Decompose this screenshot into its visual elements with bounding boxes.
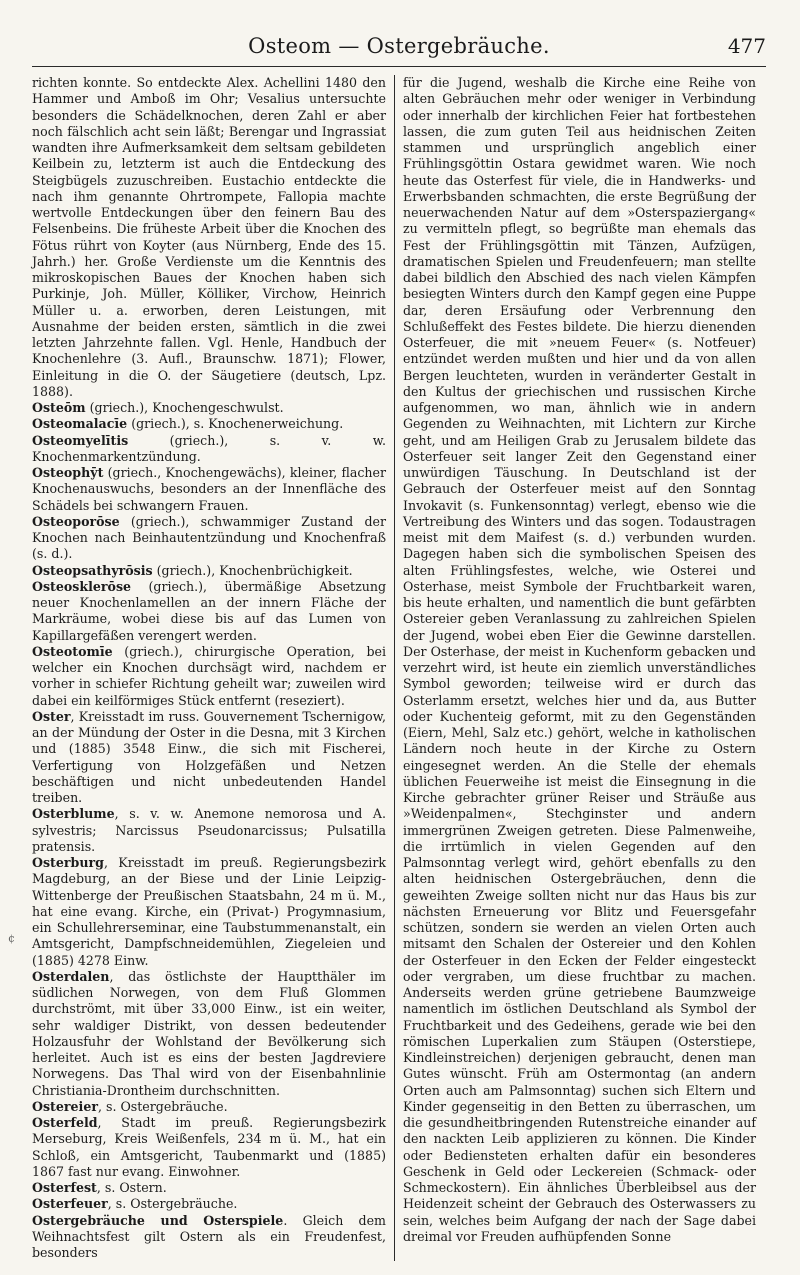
- continued-paragraph: richten konnte. So entdeckte Alex. Achellini 1480 den Hammer und Amboß im Ohr; Vesalius untersuchte besonders die Schädelknochen, deren Zahl er aber noch fälschlich acht sein läßt; Berengar und Ingrassiat wandten ihre Aufmerksamkeit dem seltsam gebildeten Keilbein zu, letzterm ist auch die Entdeckung des Steigbügels zuzuschreiben. Eustachio entdeckte die nach ihm genannte Ohrtrompete, Fallopia machte wertvolle Entdeckungen über den feinern Bau des Felsenbeins. Die früheste Arbeit über die Knochen des Fötus rührt von Koyter (aus Nürnberg, Ende des 15. Jahrh.) her. Große Verdienste um die Kenntnis des mikroskopischen Baues der Knochen haben sich Purkinje, Joh. Müller, Kölliker, Virchow, Heinrich Müller u. a. erworben, deren Leistungen, mit Ausnahme der beiden ersten, sämtlich in die zwei letzten Jahrzehnte fallen. Vgl. Henle, Handbuch der Knochenlehre (3. Aufl., Braunschw. 1871); Flower, Einleitung in die O. der Säugetiere (deutsch, Lpz. 1888).: [32, 75, 386, 399]
- page-title: Osteom — Ostergebräuche.: [248, 34, 550, 58]
- entry-headword: Osteopsathyrōsis: [32, 562, 153, 578]
- ostergebraeuche-continued-text: für die Jugend, weshalb die Kirche eine Reihe von alten Gebräuchen mehr oder weniger in Verbindung oder innerhalb der kirchlichen Feier hat fortbestehen lassen, die zum guten Teil aus heidnischen Zeiten stammen und ursprünglich angeblich einer Frühlingsgöttin Ostara gewidmet waren. Wie noch heute das Osterfest für viele, die in Handwerks- und Erwerbsbanden schmachten, die erste Begrüßung der neuerwachenden Natur auf dem »Osterspaziergang« zu vermitteln pflegt, so begrüßte man ehemals das Fest der Frühlingsgöttin mit Tänzen, Aufzügen, dramatischen Spielen und Freudenfeuern; man stellte dabei bildlich den Abschied des nach vielen Kämpfen besiegten Winters durch den Kampf gegen eine Puppe dar, deren Ersäufung oder Verbrennung den Schlußeffekt des Festes bildete. Die hierzu dienenden Osterfeuer, die mit »neuem Feuer« (s. Notfeuer) entzündet werden mußten und hier und da von allen Bergen leuchteten, wurden in veränderter Gestalt in den Kultus der griechischen und russischen Kirche aufgenommen, wo man, ähnlich wie in andern Gegenden zu Weihnachten, mit Lichtern zur Kirche geht, und am Heiligen Grab zu Jerusalem bildete das Osterfeuer seit langer Zeit den Gegenstand einer unwürdigen Täuschung. In Deutschland ist der Gebrauch der Osterfeuer meist auf den Sonntag Invokavit (s. Funkensonntag) verlegt, ebenso wie die Vertreibung des Winters und das sogen. Todaustragen meist mit dem Maifest (s. d.) verbunden wurden. Dagegen haben sich die symbolischen Speisen des alten Frühlingsfestes, welche, wie Osterei und Osterhase, meist Symbole der Fruchtbarkeit waren, bis heute erhalten, und namentlich die bunt gefärbten Ostereier geben Veranlassung zu zahlreichen Spielen der Jugend, wobei eben Eier die Gewinne darstellen. Der Osterhase, der meist in Kuchenform gebacken und verzehrt wird, ist heute ein ziemlich unverständliches Symbol geworden; teilweise wird er durch das Osterlamm ersetzt, welches hier und da, aus Butter oder Kuchenteig geformt, mit zu den Gegenständen (Eiern, Mehl, Salz etc.) gehört, welche in katholischen Ländern noch heute in der Kirche zu Ostern eingesegnet werden. An die Stelle der ehemals üblichen Feuerweihe ist meist die Einsegnung in die Kirche gebrachter grüner Reiser und Sträuße aus »Weidenpalmen«, Stechginster und andern immergrünen Zweigen getreten. Diese Palmenweihe, die irrtümlich in vielen Gegenden auf den Palmsonntag verlegt wird, gehört ebenfalls zu den alten heidnischen Ostergebräuchen, denn die geweihten Zweige sollten nicht nur das Haus bis zur nächsten Erneuerung vor Blitz und Feuersgefahr schützen, sondern sie werden an vielen Orten auch mitsamt den Schalen der Ostereier und den Kohlen der Osterfeuer in den Ecken der Felder eingesteckt oder vergraben, um diese fruchtbar zu machen. Anderseits werden grüne getriebene Baumzweige namentlich im östlichen Deutschland als Symbol der Fruchtbarkeit und des Gedeihens, gerade wie bei den römischen Luperkalien zum Stäupen (Osterstiepe, Kindleinstreichen) derjenigen gebraucht, denen man Gutes wünscht. Früh am Ostermontag (an andern Orten auch am Palmsonntag) suchen sich Eltern und Kinder gegenseitig in den Betten zu überraschen, um die gesundheitbringenden Rutenstreiche einander auf den nackten Leib applizieren zu können. Die Kinder oder Bediensteten erhalten dafür ein besonderes Geschenk in Geld oder Leckereien (Schmack- oder Schmeckostern). Ein ähnliches Überbleibsel aus der Heidenzeit scheint der Gebrauch des Osterwassers zu sein, welches beim Aufgang der nach der Sage dabei dreimal vor Freuden aufhüpfenden Sonne: [403, 75, 756, 1244]
- entry-headword: Osterdalen: [32, 968, 110, 984]
- entry-osteom: [32, 400, 386, 416]
- entry-headword: Osteomyelītis: [32, 432, 129, 448]
- right-column: [394, 75, 756, 1261]
- entry-text: (griech.), Knochenbrüchigkeit.: [152, 562, 353, 578]
- entry-text: (griech.), schwammiger Zustand der Knochen nach Beinhautentzündung und Knochenfraß (s. d.).: [32, 513, 386, 562]
- entry-text: (griech.), chirurgische Operation, bei welcher ein Knochen durchsägt wird, nachdem er vorher in schiefer Richtung geheilt war; zuweilen wird dabei ein keilförmiges Stück entfernt (reseziert).: [32, 643, 386, 708]
- entry-text: , Stadt im preuß. Regierungsbezirk Merseburg, Kreis Weißenfels, 234 m ü. M., hat ein Schloß, ein Amtsgericht, Taubenmarkt und (1885) 1867 fast nur evang. Einwohner.: [32, 1115, 386, 1179]
- entry-text: (griech., Knochengewächs), kleiner, flacher Knochenauswuchs, besonders an der Innenfläche des Schädels bei schwangern Frauen.: [32, 465, 386, 513]
- entry-osterburg: [32, 855, 386, 969]
- entry-text: , s. Ostergebräuche.: [97, 1098, 228, 1114]
- entry-osterfest: [32, 1180, 386, 1196]
- entry-ostergebraeuche: [32, 1213, 386, 1262]
- entry-headword: Osteophȳt: [32, 465, 104, 480]
- entry-text: (griech.), s. Knochenerweichung.: [127, 416, 344, 432]
- entry-text: , s. Ostergebräuche.: [107, 1196, 238, 1212]
- entry-text: . Gleich dem Weihnachtsfest gilt Ostern als ein Freudenfest, besonders: [32, 1212, 387, 1260]
- entry-osterblume: [32, 806, 386, 855]
- entry-osteomalacie: [32, 416, 386, 432]
- entry-text: , s. Ostern.: [96, 1180, 167, 1195]
- entry-headword: Osteōm: [32, 400, 86, 415]
- entry-text: (griech.), s. v. w. Knochenmarkentzündung.: [32, 432, 386, 464]
- entry-headword: Osteosklerōse: [32, 578, 132, 594]
- entry-oster: [32, 709, 386, 807]
- entry-osteotomie: [32, 644, 386, 709]
- entry-osterfeld: [32, 1115, 386, 1180]
- entry-headword: Oster: [32, 708, 71, 724]
- entry-text: , s. v. w. Anemone nemorosa und A. sylvestris; Narcissus Pseudonarcissus; Pulsatilla pratensis.: [32, 806, 386, 854]
- running-header: [32, 26, 766, 67]
- entry-headword: Osterburg: [32, 855, 104, 870]
- entry-headword: Osteotomīe: [32, 643, 113, 659]
- page-number: 477: [727, 34, 766, 58]
- entry-osteophyt: [32, 465, 386, 514]
- entry-headword: Osterfeuer: [32, 1196, 108, 1212]
- entry-headword: Osteoporōse: [32, 513, 120, 529]
- entry-osterfeuer: [32, 1196, 386, 1212]
- entry-text: (griech.), Knochengeschwulst.: [85, 400, 284, 415]
- left-column: [32, 75, 394, 1261]
- entry-osteosklerose: [32, 579, 386, 644]
- entry-osterdalen: [32, 969, 386, 1099]
- entry-ostereier: [32, 1099, 386, 1115]
- entry-headword: Osterfeld: [32, 1115, 98, 1130]
- entry-text: , Kreisstadt im preuß. Regierungsbezirk Magdeburg, an der Biese und der Linie Leipzig-Wittenberge der Preußischen Staatsbahn, 24 m ü. M., hat eine evang. Kirche, ein (Privat-) Progymnasium, ein Schullehrerseminar, eine Taubstummenanstalt, ein Amtsgericht, Dampfschneidemühlen, Ziegeleien und (1885) 4278 Einw.: [32, 855, 386, 968]
- entry-headword: Ostereier: [32, 1098, 98, 1114]
- text-columns: [32, 75, 766, 1261]
- entry-text: (griech.), übermäßige Absetzung neuer Knochenlamellen an der innern Fläche der Markräume, wobei diese bis auf das Lumen von Kapillargefäßen verengert werden.: [32, 578, 386, 643]
- entry-headword: Osteomalacīe: [32, 416, 128, 432]
- entry-text: , Kreisstadt im russ. Gouvernement Tschernigow, an der Mündung der Oster in die Desna, mit 3 Kirchen und (1885) 3548 Einw., die sich mit Fischerei, Verfertigung von Holzgefäßen und Netzen beschäftigen und nicht unbedeutenden Handel treiben.: [32, 708, 386, 805]
- entry-headword: Ostergebräuche und Osterspiele: [32, 1212, 284, 1228]
- entry-osteomyelitis: [32, 433, 386, 466]
- entry-osteopsathyrosis: [32, 563, 386, 579]
- entry-text: , das östlichste der Hauptthäler im südlichen Norwegen, von dem Fluß Glommen durchströmt, mit über 33,000 Einw., ist ein weiter, sehr waldiger Distrikt, von dessen bedeutender Holzausfuhr der Wohlstand der Bevölkerung sich herleitet. Auch ist es eins der besten Jagdreviere Norwegens. Das Thal wird von der Eisenbahnlinie Christiania-Drontheim durchschnitten.: [32, 968, 386, 1098]
- entry-headword: Osterblume: [32, 806, 115, 822]
- entry-osteoporose: [32, 514, 386, 563]
- entry-headword: Osterfest: [32, 1180, 97, 1195]
- margin-mark: ¢: [8, 932, 15, 945]
